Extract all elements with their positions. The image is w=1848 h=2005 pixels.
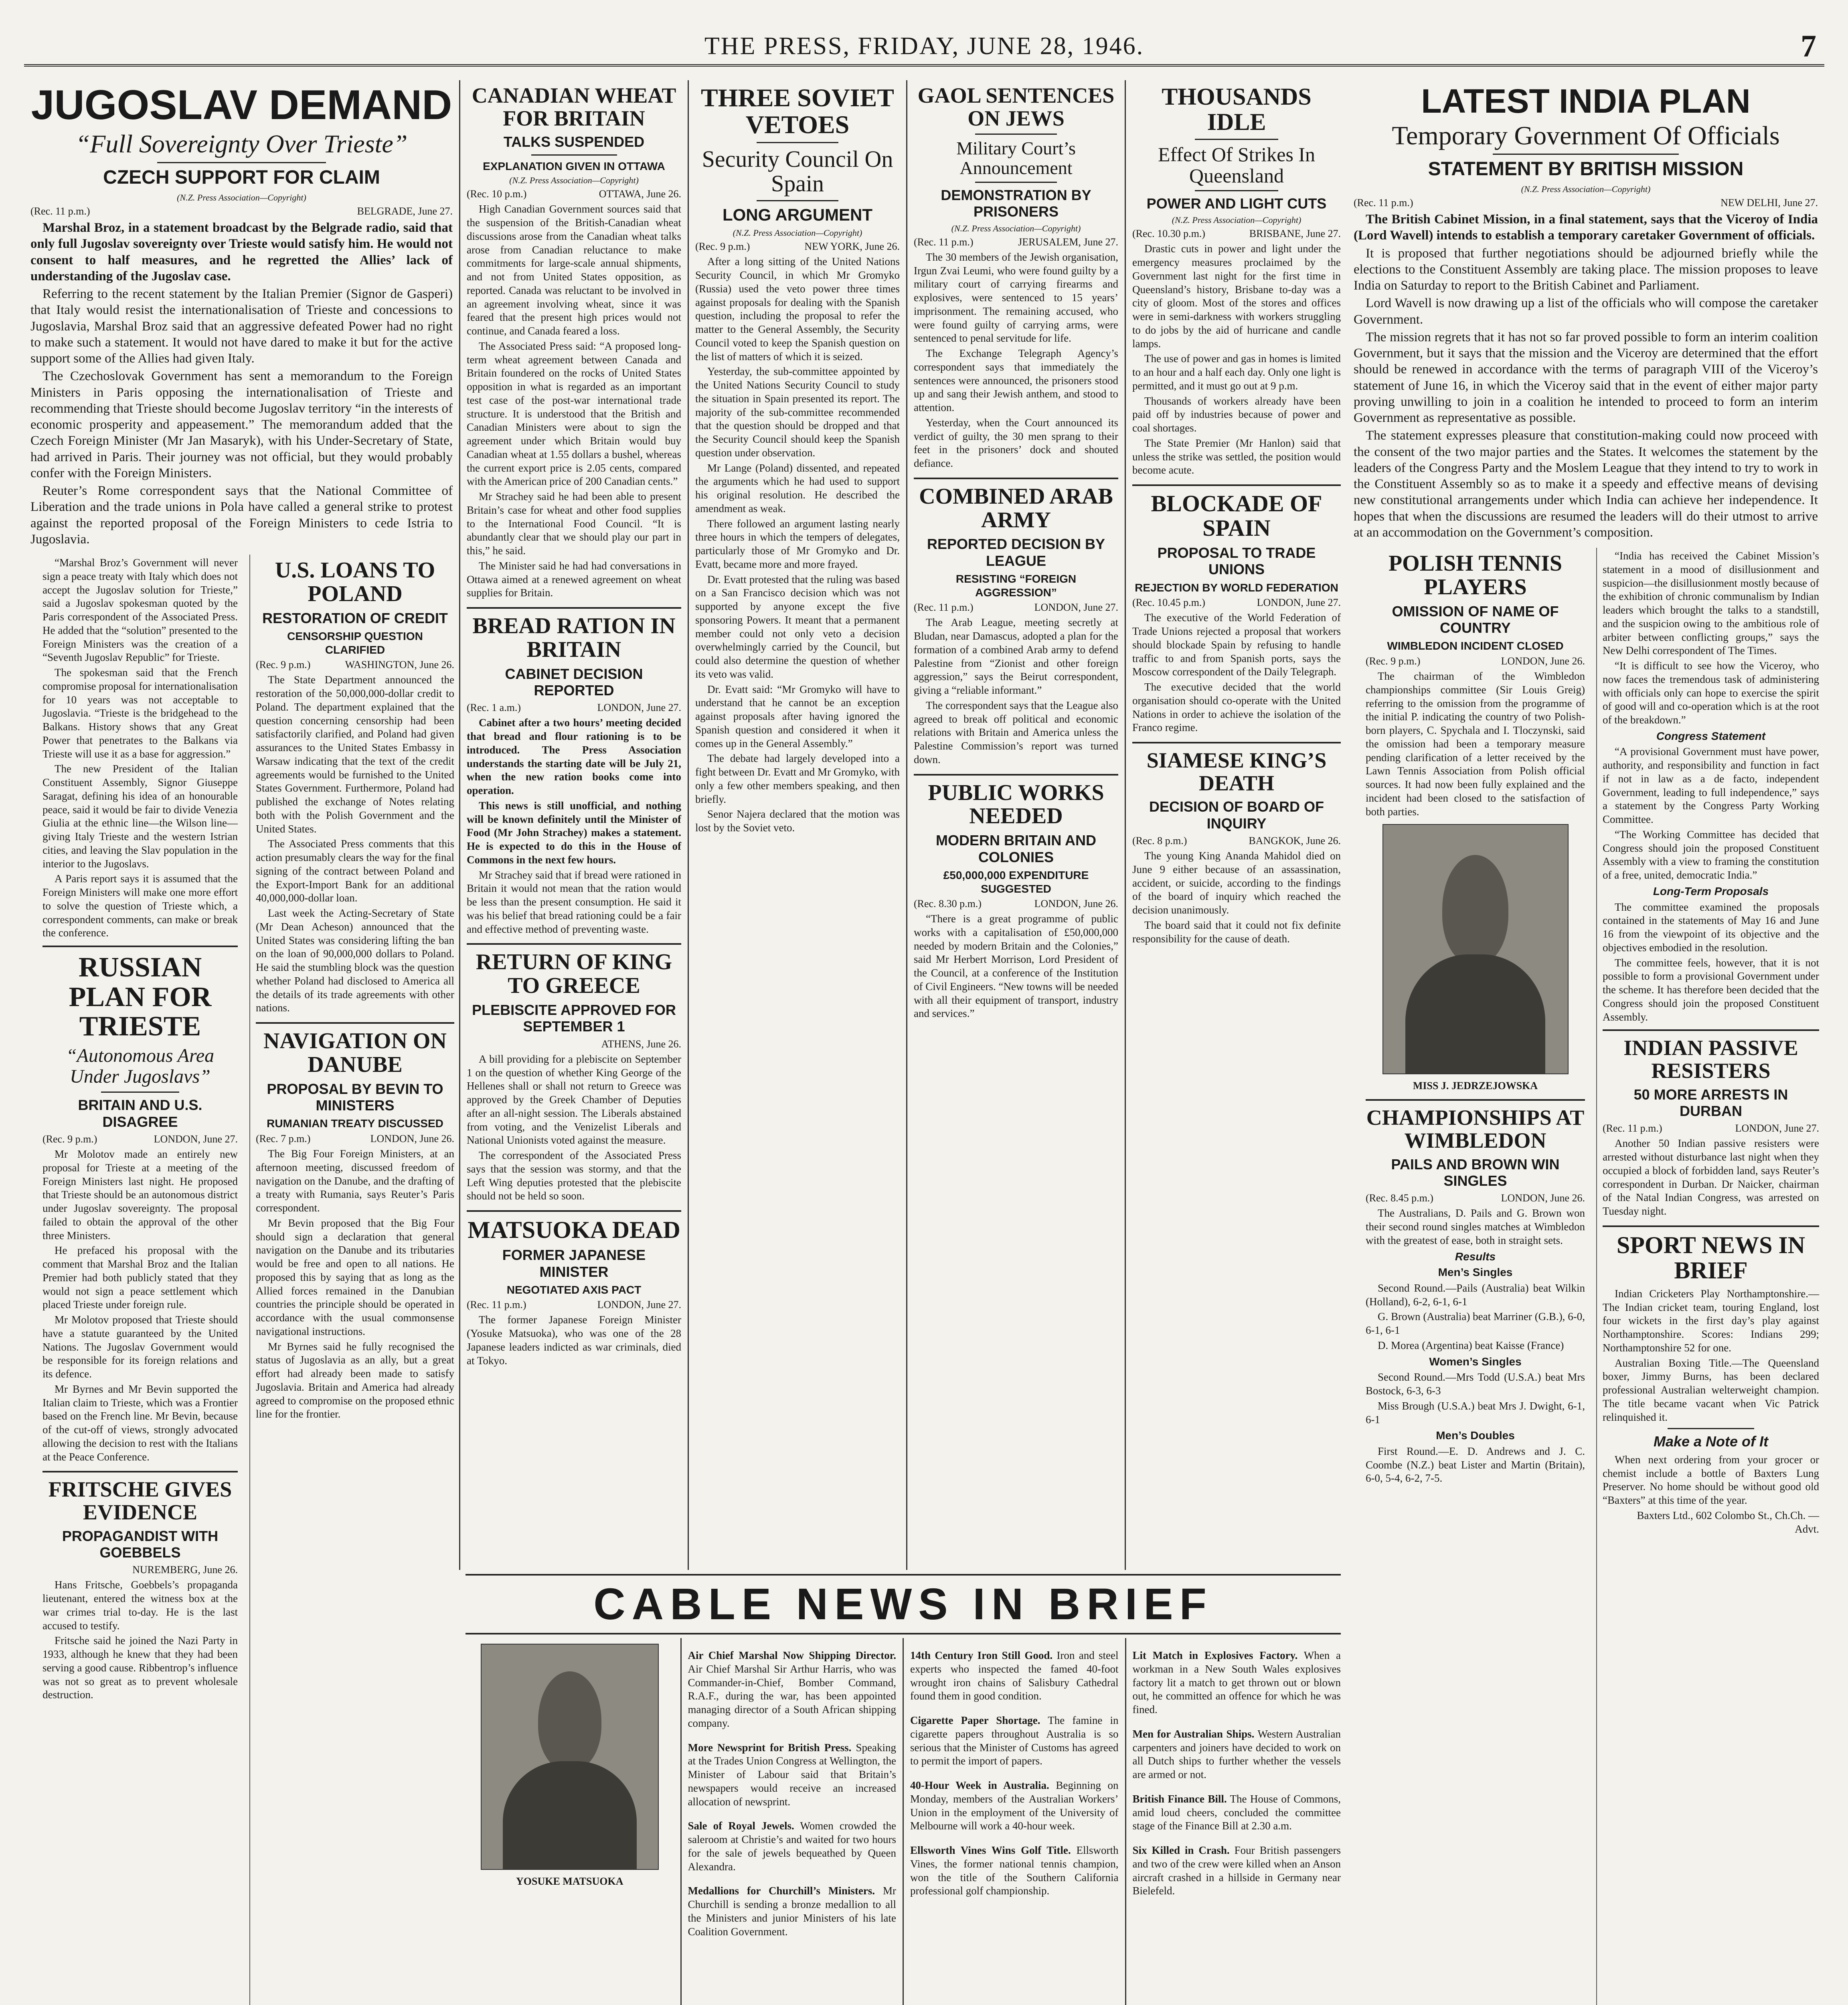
rec-time: (Rec. 11 p.m.)	[914, 236, 974, 248]
place-date: LONDON, June 27.	[1735, 1122, 1819, 1134]
result-line: Second Round.—Mrs Todd (U.S.A.) beat Mrs Bostock, 6-3, 6-3	[1366, 1371, 1585, 1397]
paragraph: The chairman of the Wimbledon championships committee (Sir Louis Greig) referring to the omission from the programme of the initial P. indicating the country of two Polish-born players, C. Spychala and I. Tloczynski, said the omission had been a temporary measure pending clarification of a letter received by the Lawn Tennis Association from Polish official sources. It had now been fully explained and the incident had been closed to the satisfaction of both parties.	[1366, 670, 1585, 818]
column-soviet-vetoes	[688, 80, 906, 1570]
brief-title: Medallions for Churchill’s Ministers.	[688, 1885, 875, 1897]
headline: BLOCKADE OF SPAIN	[1151, 490, 1322, 541]
story-wimbledon	[1366, 1106, 1585, 1485]
subdeck: POWER AND LIGHT CUTS	[1146, 195, 1327, 212]
place-date: BRISBANE, June 27.	[1249, 228, 1341, 240]
section-label: Congress Statement	[1656, 729, 1766, 742]
paragraph: He prefaced his proposal with the comment that Marshal Broz and the Italian Premier had both publicly stated that they would not sign a peace settlement which placed Trieste under foreign rule.	[43, 1244, 238, 1311]
paragraph: The Associated Press said: “A proposed long-term wheat agreement between Canada and Britain foundered on the rocks of United States opposition in what is regarded as an important test case of the post-war international trade structure. It is understood that the British and Canadian Ministers were about to sign the agreement under which Britain would buy Canadian wheat at 1.55 dollars a bushel, whereas the current export price is 2.05 cents, compared with the American price of 200 Canadian cents.”	[467, 340, 681, 488]
advert-text: When next ordering from your grocer or chemist include a bottle of Baxters Lung Preserver. No home should be without good old “Baxters” at this time of the year.	[1603, 1453, 1819, 1507]
story-indian-passive-resisters	[1603, 1037, 1819, 1218]
subdeck: REJECTION BY WORLD FEDERATION	[1135, 581, 1338, 594]
rec-time: (Rec. 9 p.m.)	[43, 1133, 97, 1145]
story-bread-ration	[467, 614, 681, 936]
headline: SIAMESE KING’S DEATH	[1146, 748, 1327, 795]
paragraph: Drastic cuts in power and light under the emergency measures proclaimed by the Government last night for the first time in Queensland’s history, Brisbane to-day was a city of gloom. Most of the stores and offices were in semi-darkness with workers struggling to do jobs by the aid of hurricane and candle lamps.	[1132, 243, 1341, 350]
brief-title: Lit Match in Explosives Factory.	[1132, 1649, 1298, 1661]
credit: (N.Z. Press Association—Copyright)	[1521, 184, 1651, 194]
dateline	[467, 702, 681, 714]
brief-item	[1133, 1649, 1341, 1717]
column-india-lower	[1354, 548, 1818, 2005]
paragraph: The former Japanese Foreign Minister (Yosuke Matsuoka), who was one of the 28 Japanese leaders indicted as war criminals, died at Tokyo.	[467, 1314, 681, 1367]
headline: NAVIGATION ON DANUBE	[263, 1029, 447, 1077]
story-public-works	[914, 781, 1118, 1021]
credit: (N.Z. Press Association—Copyright)	[1172, 215, 1301, 225]
column-gaol-sentences	[906, 80, 1125, 1570]
story-return-of-king	[467, 950, 681, 1203]
story-blockade-of-spain	[1132, 492, 1341, 735]
deck: PROPOSAL TO TRADE UNIONS	[1157, 544, 1316, 578]
story-us-loans	[256, 559, 454, 1015]
paragraph: The Big Four Foreign Ministers, at an afternoon meeting, discussed freedom of navigation on the Danube, and the drafting of a treaty with Rumania, says Reuter’s Paris correspondent.	[256, 1148, 454, 1214]
paragraph: It is proposed that further negotiations should be adjourned briefly while the elections to the Constituent Assembly are taking place. The mission proposes to leave India on Saturday to report to the British Cabinet and Parliament.	[1354, 246, 1818, 293]
story-sport-news	[1603, 1233, 1819, 1536]
rec-time: (Rec. 8 p.m.)	[1132, 835, 1187, 847]
brief-item	[910, 1779, 1119, 1833]
place-date: ATHENS, June 26.	[601, 1038, 681, 1050]
deck: RESTORATION OF CREDIT	[262, 610, 448, 626]
paragraph: Yesterday, when the Court announced its verdict of guilty, the 30 men sprang to their feet in the prisoners’ dock and shouted defiance.	[914, 416, 1118, 469]
cable-column	[680, 1638, 903, 2005]
headline: RUSSIAN PLAN FOR TRIESTE	[69, 952, 212, 1042]
place-date: NEW YORK, June 26.	[804, 241, 900, 253]
brief-text: When a workman in a New South Wales explosives factory lit a match to get thrown out or blown out, he committed an offence for which he was fined.	[1132, 1649, 1341, 1715]
paragraph: This news is still unofficial, and nothing will be known definitely until the Minister of Food (Mr John Strachey) makes a statement. He is expected to do this in the House of Commons in the next few hours.	[467, 799, 681, 866]
story-canadian-wheat	[467, 84, 681, 600]
place-date: LONDON, June 27.	[597, 702, 681, 714]
place-date: LONDON, June 27.	[1034, 602, 1118, 614]
deck: PAILS AND BROWN WIN SINGLES	[1391, 1156, 1560, 1189]
rec-time: (Rec. 10.45 p.m.)	[1132, 597, 1205, 609]
column-thousands-idle	[1125, 80, 1347, 1570]
paragraph: Another 50 Indian passive resisters were arrested without disturbance last night when they occupied a block of forbidden land, says Reuter’s correspondent in Durban. Dr Naicker, chairman of the Natal Indian Congress, was arrested on Tuesday night.	[1603, 1137, 1819, 1217]
brief-title: Six Killed in Crash.	[1132, 1844, 1230, 1856]
dateline	[914, 898, 1118, 910]
paragraph: Indian Cricketers Play Northamptonshire.—The Indian cricket team, touring England, lost four wickets in the first day’s play against Northamptonshire. Scores: Indians 299; Northamptonshire 52 for one.	[1603, 1287, 1819, 1354]
story-matsuoka	[467, 1217, 681, 1367]
place-date: BANGKOK, June 26.	[1249, 835, 1341, 847]
masthead-title: THE PRESS, FRIDAY, JUNE 28, 1946.	[704, 32, 1144, 60]
section-label: Long-Term Proposals	[1653, 885, 1769, 897]
paragraph: Last week the Acting-Secretary of State (Mr Dean Acheson) announced that the United States was considering lifting the ban on the loan of 90,000,000 dollars to Poland. He said the stumbling block was the question whether Poland had disclosed to America all the details of its trade agreements with other nations.	[256, 907, 454, 1014]
result-line: First Round.—E. D. Andrews and J. C. Coombe (N.Z.) beat Lister and Martin (Britain), 6-0, 5-4, 6-2, 7-5.	[1366, 1445, 1585, 1485]
paragraph: Mr Strachey said that if bread were rationed in Britain it would not mean that the ration would be less than the present consumption. He said it was his belief that bread rationing could be a fair and effective method of preventing waste.	[467, 869, 681, 935]
brief-title: More Newsprint for British Press.	[688, 1741, 852, 1754]
paragraph: Lord Wavell is now drawing up a list of the officials who will compose the caretaker Government.	[1354, 296, 1818, 327]
story-polish-tennis	[1366, 552, 1585, 1092]
rec-time: (Rec. 7 p.m.)	[256, 1133, 311, 1145]
paragraph: The use of power and gas in homes is limited to an hour and a half each day. Only one light is permitted, and it must go out at 9 p.m.	[1132, 352, 1341, 392]
paragraph: The debate had largely developed into a fight between Dr. Evatt and Mr Gromyko, with only a few other members speaking, and then briefly.	[695, 752, 900, 805]
brief-title: British Finance Bill.	[1132, 1792, 1227, 1805]
place-date: LONDON, June 26.	[1501, 1192, 1585, 1204]
brief-text: Beginning on Monday, members of the Australian Workers’ Union in the employment of the University of Melbourne will work a 40-hour week.	[910, 1779, 1119, 1832]
brief-title: Cigarette Paper Shortage.	[910, 1714, 1040, 1726]
deck: DECISION OF BOARD OF INQUIRY	[1149, 798, 1324, 832]
deck: STATEMENT BY BRITISH MISSION	[1428, 158, 1744, 180]
paragraph: A Paris report says it is assumed that the Foreign Ministers will make one more effort to solve the question of Trieste which, a correspondent comments, can make or break the conference.	[43, 873, 238, 939]
dateline	[467, 1299, 681, 1311]
place-date: LONDON, June 27.	[1257, 597, 1341, 609]
paragraph: “It is difficult to see how the Viceroy, who now faces the tremendous task of administering with officials only can hope to exercise the spirit of good will and co-operation which is at the root of the breakdown.”	[1603, 660, 1819, 726]
rec-time: (Rec. 11 p.m.)	[467, 1299, 526, 1311]
paragraph: The State Premier (Mr Hanlon) said that unless the strike was settled, the position would become acute.	[1132, 437, 1341, 476]
dateline	[30, 205, 453, 217]
paragraph: The statement expresses pleasure that constitution-making could now proceed with the consent of the two major parties and the States. It welcomes the statement by the leaders of the Congress Party and the Moslem League that they intend to try to work in the Constituent Assembly so as to make it a speedy and effective means of devising new constitutional arrangements under which India can achieve her independence. It hopes that when the discussions are resumed the leaders will do their utmost to arrive at an accommodation on the Government’s composition.	[1354, 428, 1818, 540]
subcolumn-right	[249, 555, 459, 2005]
rec-time: (Rec. 9 p.m.)	[695, 241, 750, 253]
brief-text: Ellsworth Vines, the former national tennis champion, won the title of the Southern California professional golf championship.	[910, 1844, 1119, 1897]
brief-text: Women crowded the saleroom at Christie’s and waited for two hours for the sale of jewels bequeathed by Queen Alexandra.	[688, 1820, 897, 1873]
dateline	[1366, 1192, 1585, 1204]
result-line: Second Round.—Pails (Australia) beat Wilkin (Holland), 6-2, 6-1, 6-1	[1366, 1282, 1585, 1308]
brief-item	[688, 1649, 897, 1730]
dateline	[1354, 197, 1818, 209]
dateline	[914, 602, 1118, 614]
headline: JUGOSLAV DEMAND	[31, 82, 452, 128]
subdeck: WIMBLEDON INCIDENT CLOSED	[1387, 640, 1564, 652]
paragraph: The executive decided that the world organisation should co-operate with the United Nations in order to achieve the isolation of the Franco regime.	[1132, 681, 1341, 734]
place-date: JERUSALEM, June 27.	[1018, 236, 1118, 248]
rec-time: (Rec. 11 p.m.)	[1354, 197, 1413, 209]
cable-news-columns	[459, 1638, 1347, 2005]
paragraph: Cabinet after a two hours’ meeting decided that bread and flour rationing is to be introduced. The Press Association understands the starting date will be July 21, when the new ration books come into operation.	[467, 717, 681, 797]
section-banner: CABLE NEWS IN BRIEF	[466, 1574, 1341, 1634]
deck: BRITAIN AND U.S. DISAGREE	[78, 1097, 202, 1130]
brief-item	[688, 1819, 897, 1873]
story-soviet-vetoes	[695, 84, 900, 835]
dateline	[43, 1133, 238, 1145]
dateline	[695, 241, 900, 253]
headline: THREE SOVIET VETOES	[701, 83, 894, 139]
place-date: BELGRADE, June 27.	[357, 205, 453, 217]
place-date: NUREMBERG, June 26.	[132, 1564, 238, 1576]
deck: CZECH SUPPORT FOR CLAIM	[103, 167, 380, 188]
paragraph: Mr Byrnes said he fully recognised the status of Jugoslavia as an ally, but a great effort had already been made to satisfy Jugoslavia. Britain and America had already agreed to compromise on the proposed ethnic line for the frontier.	[256, 1340, 454, 1420]
brief-item	[1133, 1728, 1341, 1782]
place-date: WASHINGTON, June 26.	[345, 659, 454, 671]
paragraph: The Australians, D. Pails and G. Brown won their second round singles matches at Wimbledon with the greatest of ease, both in straight sets.	[1366, 1207, 1585, 1246]
results-label: Results	[1455, 1250, 1496, 1263]
brief-title: 40-Hour Week in Australia.	[910, 1779, 1049, 1791]
rec-time: (Rec. 9 p.m.)	[256, 659, 311, 671]
paragraph: The correspondent of the Associated Press says that the session was stormy, and that the Left Wing deputies protested that the plebiscite should not be held so soon.	[467, 1149, 681, 1202]
column-canadian-wheat	[459, 80, 688, 1570]
cable-column	[903, 1638, 1125, 2005]
headline: PUBLIC WORKS NEEDED	[928, 780, 1104, 829]
headline: POLISH TENNIS PLAYERS	[1388, 551, 1563, 599]
paragraph: There followed an argument lasting nearly three hours in which the tempers of delegates, particularly those of Mr Gromyko and Dr. Evatt, became more and more frayed.	[695, 517, 900, 570]
deck: Security Council On Spain	[702, 146, 893, 197]
subdeck: RESISTING “FOREIGN AGGRESSION”	[955, 573, 1077, 599]
headline: U.S. LOANS TO POLAND	[275, 558, 435, 606]
headline: BREAD RATION IN BRITAIN	[472, 614, 676, 662]
paragraph: The 30 members of the Jewish organisation, Irgun Zvai Leumi, who were found guilty by a military court of carrying firearms and explosives, were sentenced to 15 years’ imprisonment. The remaining accused, who were found guilty of carrying arms, were sentenced to penal servitude for life.	[914, 251, 1118, 344]
deck: PROPAGANDIST WITH GOEBBELS	[62, 1527, 219, 1561]
paragraph: The young King Ananda Mahidol died on June 9 either because of an assassination, accident, or suicide, according to the findings of the board of inquiry which reached the decision unanimously.	[1132, 850, 1341, 916]
deck: 50 MORE ARRESTS IN DURBAN	[1633, 1086, 1788, 1120]
deck: MODERN BRITAIN AND COLONIES	[936, 832, 1096, 865]
rec-time: (Rec. 8.30 p.m.)	[914, 898, 982, 910]
subcolumn-right	[1596, 548, 1824, 2005]
deck: PLEBISCITE APPROVED FOR SEPTEMBER 1	[472, 1002, 676, 1035]
headline: SPORT NEWS IN BRIEF	[1616, 1231, 1805, 1284]
paragraph: The Arab League, meeting secretly at Bludan, near Damascus, adopted a plan for the formation of a combined Arab army to defend Palestine from “Zionist and other foreign aggression,” says the Beirut correspondent, giving a “reliable informant.”	[914, 616, 1118, 697]
paragraph: Mr Molotov made an entirely new proposal for Trieste at a meeting of the Foreign Ministers last night. He proposed that Trieste should be an autonomous district under Jugoslav sovereignty. The proposal failed to obtain the approval of the other three Ministers.	[43, 1148, 238, 1241]
headline: INDIAN PASSIVE RESISTERS	[1623, 1036, 1798, 1083]
story-thousands-idle	[1132, 84, 1341, 477]
story-navigation-danube	[256, 1029, 454, 1421]
brief-text: Air Chief Marshal Sir Arthur Harris, who was Commander-in-Chief, Bomber Command, R.A.F., during the war, has been appointed managing director of a South African shipping company.	[688, 1663, 896, 1729]
deck: FORMER JAPANESE MINISTER	[502, 1247, 646, 1280]
brief-title: Sale of Royal Jewels.	[688, 1820, 794, 1832]
headline: MATSUOKA DEAD	[468, 1217, 680, 1244]
result-line: Miss Brough (U.S.A.) beat Mrs J. Dwight, 6-1, 6-1	[1366, 1399, 1585, 1426]
rec-time: (Rec. 11 p.m.)	[914, 602, 974, 614]
dateline	[256, 659, 454, 671]
paragraph: Dr. Evatt said: “Mr Gromyko will have to understand that he cannot be an exception against proposals after having ignored the Spanish question and considered it when it comes up in the General Assembly.”	[695, 683, 900, 749]
brief-text: Speaking at the Trades Union Congress at Wellington, the Minister of Labour said that Britain’s newspapers would receive an increased allocation of newsprint.	[688, 1741, 896, 1808]
brief-item	[688, 1741, 897, 1809]
story-fritsche	[43, 1478, 238, 1702]
paragraph: Mr Strachey said he had been able to present Britain’s case for wheat and other food supplies to the International Food Council. “It is abundantly clear that we should play our part in this,” he said.	[467, 490, 681, 557]
place-date: LONDON, June 26.	[1501, 655, 1585, 667]
subcolumn-left	[37, 555, 243, 2005]
story-combined-arab-army	[914, 485, 1118, 767]
brief-item	[1133, 1792, 1341, 1833]
column-jugoslav-lower	[30, 555, 453, 2005]
subdeck: CENSORSHIP QUESTION CLARIFIED	[287, 630, 423, 656]
page-number: 7	[1801, 28, 1816, 63]
paragraph: The State Department announced the restoration of the 50,000,000-dollar credit to Poland. The department explained that the question concerning censorship had been satisfactorily clarified, and Poland had given assurances to the United States Embassy in Warsaw indicating that the text of the credit agreements would be furnished to the United States Government. Furthermore, Poland had published the exchange of Notes relating both with the Polish Government and the United States.	[256, 674, 454, 835]
brief-text: The famine in cigarette papers throughout Australia is so serious that the Minister of Customs has agreed to permit the import of papers.	[910, 1714, 1119, 1767]
paragraph: Senor Najera declared that the motion was lost by the Soviet veto.	[695, 808, 900, 834]
rec-time: (Rec. 8.45 p.m.)	[1366, 1192, 1433, 1204]
story-jugoslav-demand	[30, 84, 453, 547]
rec-time: (Rec. 1 a.m.)	[467, 702, 521, 714]
paragraph: Mr Byrnes and Mr Bevin supported the Italian claim to Trieste, which was a Frontier based on the French line. Mr Bevin, because of the cut-off of views, strongly advocated allowing the decision to rest with the Italians at the Peace Conference.	[43, 1383, 238, 1463]
portrait-photo	[481, 1644, 659, 1870]
brief-title: Ellsworth Vines Wins Golf Title.	[910, 1844, 1071, 1856]
paragraph: The British Cabinet Mission, in a final statement, says that the Viceroy of India (Lord Wavell) intends to establish a temporary caretaker Government of officials.	[1354, 212, 1818, 243]
dateline	[1603, 1122, 1819, 1134]
subdeck: £50,000,000 EXPENDITURE SUGGESTED	[943, 869, 1089, 895]
headline: THOUSANDS IDLE	[1162, 83, 1312, 135]
brief-text: Western Australian carpenters and joiners have decided to work on all Dutch ships to further whether the vessels are armed or not.	[1132, 1728, 1341, 1780]
subcolumn-left	[1360, 548, 1591, 2005]
story-siamese-king	[1132, 749, 1341, 946]
dateline	[467, 1038, 681, 1050]
headline: LATEST INDIA PLAN	[1421, 82, 1751, 120]
dateline	[1132, 597, 1341, 609]
paragraph: Reuter’s Rome correspondent says that the National Committee of Liberation and the trade unions in Pola have called a general strike to protest against the reported proposal of the Foreign Ministers to cede Istria to Jugoslavia.	[30, 484, 453, 547]
place-date: LONDON, June 27.	[154, 1133, 238, 1145]
dateline	[467, 188, 681, 200]
paragraph: “There is a great programme of public works with a capitalisation of £50,000,000 needed by modern Britain and the Colonies,” said Mr Herbert Morrison, Lord President of the Council, at a conference of the Institution of Civil Engineers. “New towns will be needed with all their equipment of transport, industry and services.”	[914, 913, 1118, 1020]
result-line: G. Brown (Australia) beat Marriner (G.B.), 6-0, 6-1, 6-1	[1366, 1310, 1585, 1337]
paragraph: The board said that it could not fix definite responsibility for the cause of death.	[1132, 919, 1341, 945]
paragraph: Dr. Evatt protested that the ruling was based on a San Francisco decision which was not supported by anyone except the five sponsoring Powers. It meant that a permanent member could not only veto a decision overwhelmingly carried by the Council, but could also determine the question of whether its veto was valid.	[695, 573, 900, 680]
rec-time: (Rec. 10.30 p.m.)	[1132, 228, 1205, 240]
paragraph: The committee feels, however, that it is not possible to form a provisional Government under the scheme. It has therefore been decided that the Congress should join the proposed Constituent Assembly.	[1603, 956, 1819, 1023]
credit: (N.Z. Press Association—Copyright)	[177, 192, 306, 203]
result-line: D. Morea (Argentina) beat Kaisse (France)	[1378, 1339, 1564, 1351]
brief-text: Mr Churchill is sending a bronze medallion to all the Ministers and junior Ministers of his late Coalition Government.	[688, 1885, 896, 1938]
deck: Military Court’s Announcement	[956, 138, 1076, 178]
brief-item	[1133, 1844, 1341, 1898]
place-date: LONDON, June 27.	[597, 1299, 681, 1311]
mens-doubles-label: Men’s Doubles	[1436, 1429, 1515, 1442]
subdeck: LONG ARGUMENT	[722, 205, 873, 225]
paragraph: “A provisional Government must have power, authority, and responsibility and function in fact if not in law as a de facto, independent Government, leading to full independence,” says a statement by the Congress Party Working Committee.	[1603, 745, 1819, 826]
paragraph: High Canadian Government sources said that the suspension of the British-Canadian wheat discussions arose from the Canadian wheat talks arose from Canadian reluctance to make commitments for large-scale annual shipments, and not from United States opposition, as reported. Canada was reluctant to be involved in an agreement involving wheat, since it was feared that the present high prices would not continue, and Canada feared a loss.	[467, 203, 681, 337]
cable-news-section	[459, 1574, 1347, 2005]
subhead: “Autonomous Area Under Jugoslavs”	[66, 1045, 215, 1088]
brief-text: The House of Commons, amid loud cheers, concluded the committee stage of the Finance Bill at 2.30 a.m.	[1132, 1792, 1341, 1832]
headline: FRITSCHE GIVES EVIDENCE	[48, 1477, 232, 1524]
brief-text: Iron and steel experts who inspected the famed 40-foot wrought iron chains of Salisbury Cathedral found them in good condition.	[910, 1649, 1119, 1702]
paragraph: Mr Lange (Poland) dissented, and repeated the arguments which he had used to support his original resolution. He described the amendment as weak.	[695, 462, 900, 514]
credit: (N.Z. Press Association—Copyright)	[951, 223, 1081, 233]
column-jugoslav	[24, 80, 459, 2005]
paragraph: Referring to the recent statement by the Italian Premier (Signor de Gasperi) that Italy would resist the internationalisation of Trieste and concessions to Jugoslavia, Marshal Broz said that an aggressive defeated Power had no right to make such a statement. It would not have dared to make it but for the active support some of the Allies had given Italy.	[30, 287, 453, 366]
paragraph: The Exchange Telegraph Agency’s correspondent says that immediately the sentences were announced, the prisoners stood up and sang their Jewish anthem, and stood to attention.	[914, 347, 1118, 413]
paragraph: The correspondent says that the League also agreed to break off political and economic relations with Britain and America unless the Palestine Commission’s report was turned down.	[914, 699, 1118, 766]
rec-time: (Rec. 11 p.m.)	[1603, 1122, 1662, 1134]
subdeck: DEMONSTRATION BY PRISONERS	[941, 186, 1091, 220]
dateline	[1132, 228, 1341, 240]
advert-heading: Make a Note of It	[1653, 1433, 1769, 1450]
paragraph: After a long sitting of the United Nations Security Council, in which Mr Gromyko (Russia) used the veto power three times against proposals for dealing with the Spanish question, including the proposal to refer the matter to the General Assembly, the Security Council voted to keep the Spanish question on the list of matters of which it is seized.	[695, 255, 900, 363]
brief-title: Air Chief Marshal Now Shipping Director.	[688, 1649, 896, 1661]
headline: CHAMPIONSHIPS AT WIMBLEDON	[1366, 1106, 1585, 1152]
paragraph: The Czechoslovak Government has sent a memorandum to the Foreign Ministers in Paris opposing the internationalisation of Trieste and recommending that Trieste should become Jugoslav territory “in the interests of economic prosperity and appeasement.” The memorandum added that the Czech Foreign Minister (Mr Jan Masaryk), with his Under-Secretary of State, had arrived in Paris. Their journey was not official, but they would probably confer with the Foreign Ministers.	[30, 369, 453, 480]
paragraph: Fritsche said he joined the Nazi Party in 1933, although he knew that they had been serving a good cause. Ribbentrop’s influence was not so great as to prevent wholesale destruction.	[43, 1634, 238, 1701]
paragraph: Hans Fritsche, Goebbels’s propaganda lieutenant, entered the witness box at the war crimes trial to-day. He is the last accused to testify.	[43, 1579, 238, 1632]
brief-item	[910, 1844, 1119, 1898]
place-date: LONDON, June 26.	[370, 1133, 454, 1145]
headline: RETURN OF KING TO GREECE	[476, 950, 672, 998]
paragraph: Thousands of workers already have been paid off by industries because of power and coal shortages.	[1132, 395, 1341, 434]
masthead	[24, 28, 1824, 67]
dateline	[1132, 835, 1341, 847]
rec-time: (Rec. 11 p.m.)	[30, 205, 90, 217]
brief-item	[910, 1649, 1119, 1703]
dateline	[1366, 655, 1585, 667]
deck: CABINET DECISION REPORTED	[505, 665, 643, 699]
rec-time: (Rec. 9 p.m.)	[1366, 655, 1421, 667]
story-gaol-sentences	[914, 84, 1118, 470]
headline: GAOL SENTENCES ON JEWS	[917, 83, 1115, 130]
paragraph: Marshal Broz, in a statement broadcast by the Belgrade radio, said that only full Jugoslav sovereignty over Trieste would satisfy him. He would not consent to half measures, and he regretted the Allies’ lack of understanding of the Jugoslav case.	[30, 221, 453, 284]
deck: OMISSION OF NAME OF COUNTRY	[1392, 603, 1559, 636]
dateline	[43, 1564, 238, 1576]
headline: COMBINED ARAB ARMY	[919, 484, 1113, 533]
deck: REPORTED DECISION BY LEAGUE	[927, 536, 1105, 569]
credit: (N.Z. Press Association—Copyright)	[733, 228, 862, 238]
subhead: Temporary Government Of Officials	[1392, 121, 1780, 150]
story-russian-plan	[43, 953, 238, 1464]
subdeck: NEGOTIATED AXIS PACT	[506, 1283, 642, 1296]
advert-footer: Baxters Ltd., 602 Colombo St., Ch.Ch. —Advt.	[1637, 1509, 1819, 1535]
paragraph: “Marshal Broz’s Government will never sign a peace treaty with Italy which does not accept the Jugoslav solution for Trieste,” said a Jugoslav spokesman quoted by the Paris correspondent of the Associated Press. He added that the “solution” presented to the Foreign Ministers was the creation of a “Seventh Jugoslav Republic” for Trieste.	[43, 557, 238, 664]
paragraph: Mr Molotov proposed that Trieste should have a statute guaranteed by the United Nations. The Jugoslav Government would be responsible for its foreign relations and its defence.	[43, 1314, 238, 1380]
paragraph: The committee examined the proposals contained in the statements of May 16 and June 16 from the viewpoint of its objective and the objectives embodied in the resolution.	[1603, 901, 1819, 954]
paragraph: The mission regrets that it has not so far proved possible to form an interim coalition Government, but it says that the mission and the Viceroy are determined that the effort should be renewed in accordance with the terms of paragraph VIII of the Viceroy’s statement of June 16, in which the Viceroy said that in the event of either major party proving unwilling to join in a coalition he intended to proceed to form an interim Government as representative as possible.	[1354, 330, 1818, 425]
column-india-plan	[1347, 80, 1824, 2005]
portrait-photo	[1382, 824, 1569, 1074]
dateline	[914, 236, 1118, 248]
cable-column	[459, 1638, 680, 2005]
womens-singles-label: Women’s Singles	[1429, 1355, 1522, 1368]
paragraph: The Minister said he had had conversations in Ottawa aimed at a renewed agreement on wheat supplies for Britain.	[467, 559, 681, 599]
brief-text: Four British passengers and two of the crew were killed when an Anson aircraft crashed in a hillside in Germany near Bielefeld.	[1132, 1844, 1341, 1897]
cable-column	[1125, 1638, 1348, 2005]
paragraph: A bill providing for a plebiscite on September 1 on the question of whether King George of the Hellenes shall or shall not return to Greece was approved by the Greek Chamber of Deputies after an all-night session. The Liberals abstained from voting, and the Venizelist Liberals and National Unionists voted against the measure.	[467, 1053, 681, 1146]
paragraph: “India has received the Cabinet Mission’s statement in a mood of disillusionment and suspicion—the disillusionment mostly because of the exhibition of chronic communalism by Indian leaders which brought the talks to a standstill, and the suspicion owing to the ambitious role of arbiter between conflicting groups,” says the New Delhi correspondent of The Times.	[1603, 550, 1819, 657]
paragraph: The spokesman said that the French compromise proposal for internationalisation for 10 years was not acceptable to Jugoslavia. “Trieste is the bridgehead to the Balkans. History shows that any Great Power that penetrates to the Balkans via Trieste will use it as a base for aggression.”	[43, 666, 238, 760]
subdeck: EXPLANATION GIVEN IN OTTAWA	[483, 160, 665, 172]
photo-caption: YOSUKE MATSUOKA	[516, 1875, 623, 1887]
headline: CANADIAN WHEAT FOR BRITAIN	[472, 83, 676, 130]
place-date: NEW DELHI, June 27.	[1720, 197, 1818, 209]
subhead: “Full Sovereignty Over Trieste”	[75, 130, 408, 158]
place-date: LONDON, June 26.	[1034, 898, 1118, 910]
mens-singles-label: Men’s Singles	[1438, 1266, 1513, 1279]
place-date: OTTAWA, June 26.	[599, 188, 681, 200]
deck: TALKS SUSPENDED	[503, 134, 645, 150]
brief-item	[910, 1714, 1119, 1768]
paragraph: The new President of the Italian Constituent Assembly, Signor Giuseppe Saragat, defining his idea of an honourable peace, said it would be fair to divide Venezia Giulia at the ethnic line—the Wilson line—giving Italy Trieste and the western Istrian cities, and leaving the Slav population in the interior to the Jugoslavs.	[43, 763, 238, 870]
paragraph: The Associated Press comments that this action presumably clears the way for the final signing of the contract between Poland and the Export-Import Bank for an additional 40,000,000-dollar loan.	[256, 838, 454, 904]
subdeck: RUMANIAN TREATY DISCUSSED	[267, 1117, 443, 1130]
photo-caption: MISS J. JEDRZEJOWSKA	[1413, 1080, 1538, 1092]
deck: Effect Of Strikes In Queensland	[1158, 143, 1316, 187]
paragraph: Australian Boxing Title.—The Queensland boxer, Jimmy Burns, has been declared professional Australian welterweight champion. The title became vacant when Vic Patrick relinquished it.	[1603, 1357, 1819, 1423]
story-latest-india-plan	[1354, 84, 1818, 541]
paragraph: “The Working Committee has decided that Congress should join the proposed Constituent Assembly with a view to framing the constitution of a free, united, democratic India.”	[1603, 828, 1819, 881]
brief-item	[688, 1884, 897, 1938]
paragraph: Yesterday, the sub-committee appointed by the United Nations Security Council to study the situation in Spain presented its report. The majority of the sub-committee recommended that the question should be dropped and that the Security Council should keep the Spanish question under observation.	[695, 365, 900, 459]
paragraph: Mr Bevin proposed that the Big Four should sign a declaration that general navigation on the Danube and its tributaries would be free and open to all nations. He proposed this by saying that as long as the Allied forces remained in the Danubian countries the principle should be operated in accordance with the usual commonsense navigational instructions.	[256, 1217, 454, 1337]
deck: PROPOSAL BY BEVIN TO MINISTERS	[267, 1080, 443, 1114]
paragraph: The executive of the World Federation of Trade Unions rejected a proposal that workers should blockade Spain by refusing to handle traffic to and from Spanish ports, says the Moscow correspondent of the Daily Telegraph.	[1132, 612, 1341, 678]
credit: (N.Z. Press Association—Copyright)	[509, 175, 639, 186]
dateline	[256, 1133, 454, 1145]
brief-title: Men for Australian Ships.	[1132, 1728, 1255, 1740]
rec-time: (Rec. 10 p.m.)	[467, 188, 527, 200]
brief-title: 14th Century Iron Still Good.	[910, 1649, 1053, 1661]
